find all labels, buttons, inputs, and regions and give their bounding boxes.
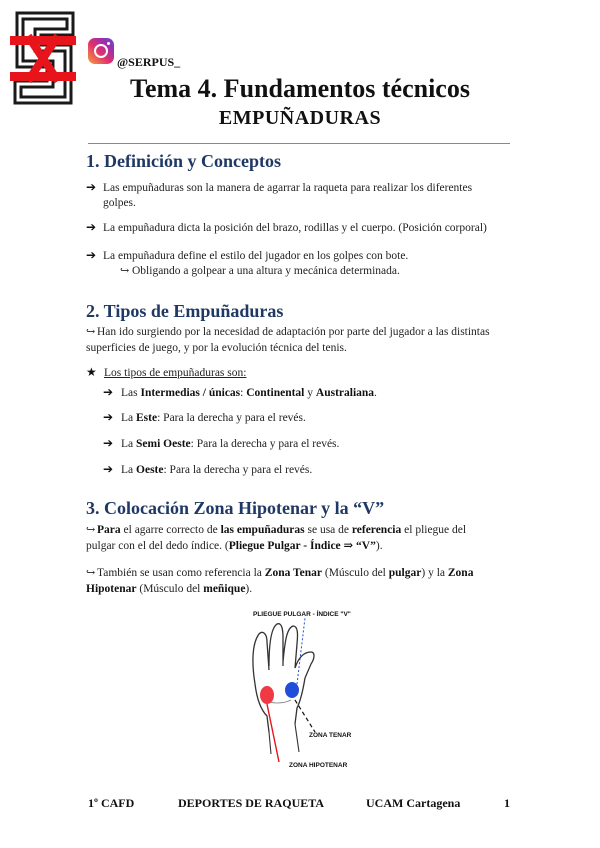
section-1-heading: 1. Definición y Conceptos <box>86 151 281 171</box>
section-2-intro-line-1: Han ido surgiendo por la necesidad de adaptación por parte del jugador a las distintas <box>97 326 490 338</box>
star-bullet-icon: ★ <box>86 365 97 379</box>
page-title: Tema 4. Fundamentos técnicos <box>130 74 470 103</box>
instagram-icon <box>88 38 114 64</box>
figure-label-v-fold: PLIEGUE PULGAR - ÍNDICE "V" <box>253 611 351 618</box>
section-1-item-2: La empuñadura dicta la posición del brazo, rodillas y el cuerpo. (Posición corporal) <box>103 222 487 234</box>
section-3-paragraph-2-line-2: Hipotenar (Músculo del meñique). <box>86 583 253 595</box>
sub-arrow-icon: ↪ <box>120 265 130 277</box>
hipotenar-zone-marker <box>260 686 274 704</box>
footer-course: 1º CAFD <box>88 796 135 810</box>
section-1-item-3-sub: Obligando a golpear a una altura y mecánica determinada. <box>132 265 400 277</box>
sub-arrow-icon: ↪ <box>86 524 96 536</box>
grip-item-intermediate: Las Intermedias / únicas: Continental y Australiana. <box>121 387 377 399</box>
footer-subject: DEPORTES DE RAQUETA <box>178 796 325 810</box>
hand-illustration <box>225 604 365 774</box>
title-divider <box>88 143 510 144</box>
section-1-item-1-line-1: Las empuñaduras son la manera de agarrar la raqueta para realizar los diferentes <box>103 182 473 194</box>
instagram-handle: @SERPUS_ <box>117 55 181 69</box>
grip-types-title: Los tipos de empuñaduras son: <box>104 367 247 379</box>
arrow-bullet-icon: ➔ <box>103 385 114 399</box>
tenar-zone-marker <box>285 682 299 698</box>
sub-arrow-icon: ↪ <box>86 567 96 579</box>
section-3-paragraph-1-line-1: Para el agarre correcto de las empuñaduras se usa de referencia el pliegue del <box>97 524 467 536</box>
footer-university: UCAM Cartagena <box>366 796 461 810</box>
sub-arrow-icon: ↪ <box>86 326 96 338</box>
arrow-bullet-icon: ➔ <box>103 462 114 476</box>
section-3-heading: 3. Colocación Zona Hipotenar y la “V” <box>86 498 385 518</box>
grip-item-este: La Este: Para la derecha y para el revés. <box>121 412 306 424</box>
hand-grip-figure <box>225 604 365 774</box>
section-2-heading: 2. Tipos de Empuñaduras <box>86 301 284 321</box>
arrow-bullet-icon: ➔ <box>103 410 114 424</box>
arrow-bullet-icon: ➔ <box>103 436 114 450</box>
section-1-item-1-line-2: golpes. <box>103 197 136 209</box>
arrow-bullet-icon: ➔ <box>86 220 97 234</box>
arrow-bullet-icon: ➔ <box>86 180 97 194</box>
section-3-paragraph-1-line-2: pulgar con el del dedo índice. (Pliegue Pulgar - Índice ⇒ “V”). <box>86 540 383 552</box>
figure-label-zona-hipotenar: ZONA HIPOTENAR <box>289 762 348 769</box>
section-1-item-3: La empuñadura define el estilo del jugador en los golpes con bote. <box>103 250 409 262</box>
section-3-paragraph-2-line-1: También se usan como referencia la Zona Tenar (Músculo del pulgar) y la Zona <box>97 567 474 579</box>
figure-label-zona-tenar: ZONA TENAR <box>309 732 352 739</box>
grip-item-oeste: La Oeste: Para la derecha y para el revés. <box>121 464 313 476</box>
section-2-intro-line-2: superficies de juego, y por la evolución técnica del tenis. <box>86 342 347 354</box>
footer-page-number: 1 <box>504 796 510 810</box>
page-subtitle: EMPUÑADURAS <box>218 107 382 129</box>
arrow-bullet-icon: ➔ <box>86 248 97 262</box>
grip-item-semi-oeste: La Semi Oeste: Para la derecha y para el revés. <box>121 438 340 450</box>
